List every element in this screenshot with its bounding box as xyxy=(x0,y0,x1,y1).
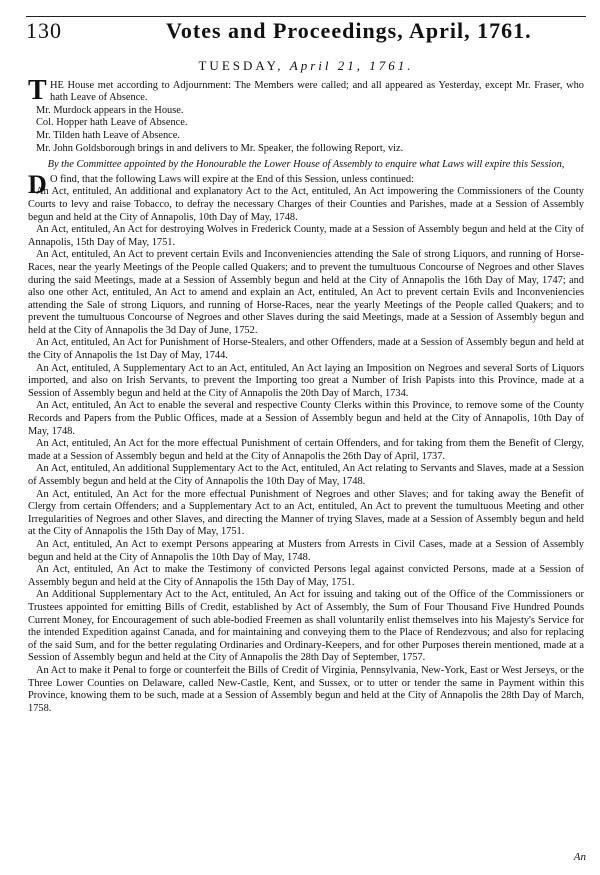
report-intro-text: O find, that the following Laws will expire at the End of this Session, unless continued: xyxy=(50,173,414,185)
minute-line: Mr. Tilden hath Leave of Absence. xyxy=(36,129,181,141)
report-paragraph: An Act, entituled, An Act to prevent certain Evils and Inconveniencies attending the Sale of strong Liquors, and running of Horse-Races, near the yearly Meetings of the People called Quakers; and to prevent the tumultuous Concourse of Negroes and other Slaves during the said Meetings, made at a Session of Assembly begun and held at the City of Annapolis the 16th Day of May, 1747; and also one other Act, entituled, An Act to amend and explain an Act, entituled, An Act to prevent certain Evils and Inconveniencies attending the Sale of strong Liquors, and running of Horse-Races, near the yearly Meetings of the People called Quakers; and to prevent the tumultuous Concourse of Negroes and other Slaves during the said Meetings, made at a Session of Assembly begun and held at the City of Annapolis the 3d Day of June, 1752. xyxy=(28,249,584,336)
report-paragraph: An Act, entituled, An Act for the more effectual Punishment of certain Offenders, and for taking from them the Benefit of Clergy, made at a Session of Assembly begun and held at the City of Annapolis the 26th Day of April, 1737. xyxy=(28,438,584,462)
report-paragraph: An Act, entituled, An Act to exempt Persons appearing at Musters from Arrests in Civil Cases, made at a Session of Assembly begun and held at the City of Annapolis the 10th Day of May, 1748. xyxy=(28,538,584,563)
minute-line: Mr. Murdock appears in the House. xyxy=(36,104,184,116)
dropcap-d: D xyxy=(28,169,47,199)
report-paragraph: An Act, entituled, An Act to make the Testimony of convicted Persons legal against convicted Persons, made at a Session of Assembly begun and held at the City of Annapolis the 15th Day of May, 1751. xyxy=(28,564,584,588)
opening-text: HE House met according to Adjournment: The Members were called; and all appeared as Yesterday, except Mr. Fraser, who hath Leave of Absence. xyxy=(50,79,584,104)
minutes-lines xyxy=(28,105,584,155)
report-paragraph: An Additional Supplementary Act to the Act, entituled, An Act for issuing and taking out of the Office of the Commissioners or Trustees appointed for emitting Bills of Credit, established by Act of Assembly, the Sum of Four Thousand Five Hundred Pounds Current Money, for Encouragement of such able-bodied Freemen as shall voluntarily enlist themselves into his Majesty's Service for the intended Expedition against Canada, and for maintaining and conveying them to the Place of Rendezvous; and also for replacing of the said Sum, and for the better regulating Ordinaries and Ordinary-Keepers, and for other Purposes therein mentioned, made at a Session of Assembly begun and held at the City of Annapolis the 28th Day of September, 1757. xyxy=(28,589,584,664)
top-rule xyxy=(26,16,586,17)
dropcap-t: T xyxy=(28,74,47,106)
minute-line: Mr. John Goldsborough brings in and delivers to Mr. Speaker, the following Report, viz. xyxy=(36,142,404,154)
dateline-day: TUESDAY, xyxy=(198,58,284,73)
report-paragraph: An Act, entituled, An Act to enable the several and respective County Clerks within this Province, to remove some of the County Records and Papers from the Public Offices, made at a Session of Assembly begun and held at the City of Annapolis, 10th Day of May, 1748. xyxy=(28,400,584,437)
page-number: 130 xyxy=(26,18,62,43)
document-body xyxy=(28,60,584,715)
committee-heading: By the Committee appointed by the Honourable the Lower House of Assembly to enquire what Laws will expire this Session, xyxy=(47,159,565,171)
opening-paragraph xyxy=(28,74,584,106)
minute-line: Col. Hopper hath Leave of Absence. xyxy=(36,117,188,129)
report-intro xyxy=(28,169,584,199)
report-paragraph: An Act, entituled, An Act for Punishment of Horse-Stealers, and other Offenders, made at a Session of Assembly begun and held at the City of Annapolis the 1st Day of May, 1744. xyxy=(28,337,584,362)
report-paragraph: An Act to make it Penal to forge or counterfeit the Bills of Credit of Virginia, Pennsylvania, New-York, East or West Jerseys, or the Three Lower Counties on Delaware, called New-Castle, Kent, and Sussex, or to utter or tender the same in Payment within this Province, knowing them to be such, made at a Session of Assembly begun and held at the City of Annapolis the 28th Day of March, 1758. xyxy=(28,664,584,714)
catchword: An xyxy=(573,851,586,863)
report-paragraph: An Act, entituled, An additional Supplementary Act to the Act, entituled, An Act relating to Servants and Slaves, made at a Session of Assembly begun and held at the City of Annapolis the 10th Day of May, 1748. xyxy=(28,463,584,487)
report-paragraph: An Act, entituled, An Act for the more effectual Punishment of Negroes and other Slaves; and for taking away the Benefit of Clergy from certain Offenders; and a Supplementary Act to an Act, entituled, An Act to prevent the tumultuous Meeting and other Irregularities of Negroes and other Slaves, and directing the Manner of trying Slaves, made at a Session of Assembly begun and held at the City of Annapolis the 15th Day of May, 1751. xyxy=(28,488,584,538)
running-title: Votes and Proceedings, April, 1761. xyxy=(166,18,532,43)
report-paragraph: An Act, entituled, An additional and explanatory Act to the Act, entituled, An Act impowering the Commissioners of the County Courts to levy and raise Tobacco, to defray the necessary Charges of their Counties and Parishes, made at a Session of Assembly begun and held at the City of Annapolis, 10th Day of May, 1748. xyxy=(28,186,584,223)
report-paragraph: An Act, entituled, An Act for destroying Wolves in Frederick County, made at a Session of Assembly begun and held at the City of Annapolis, 15th Day of May, 1751. xyxy=(28,224,584,248)
dateline-date: April 21, 1761. xyxy=(289,58,414,73)
dateline xyxy=(28,60,584,73)
report-paragraph: An Act, entituled, A Supplementary Act to an Act, entituled, An Act laying an Imposition on Negroes and several Sorts of Liquors imported, and also on Irish Servants, to prevent the Importing too great a Number of Irish Papists into this Province, made at a Session of Assembly begun and held at the City of Annapolis the 20th Day of March, 1734. xyxy=(28,362,584,399)
page-header xyxy=(26,18,586,48)
